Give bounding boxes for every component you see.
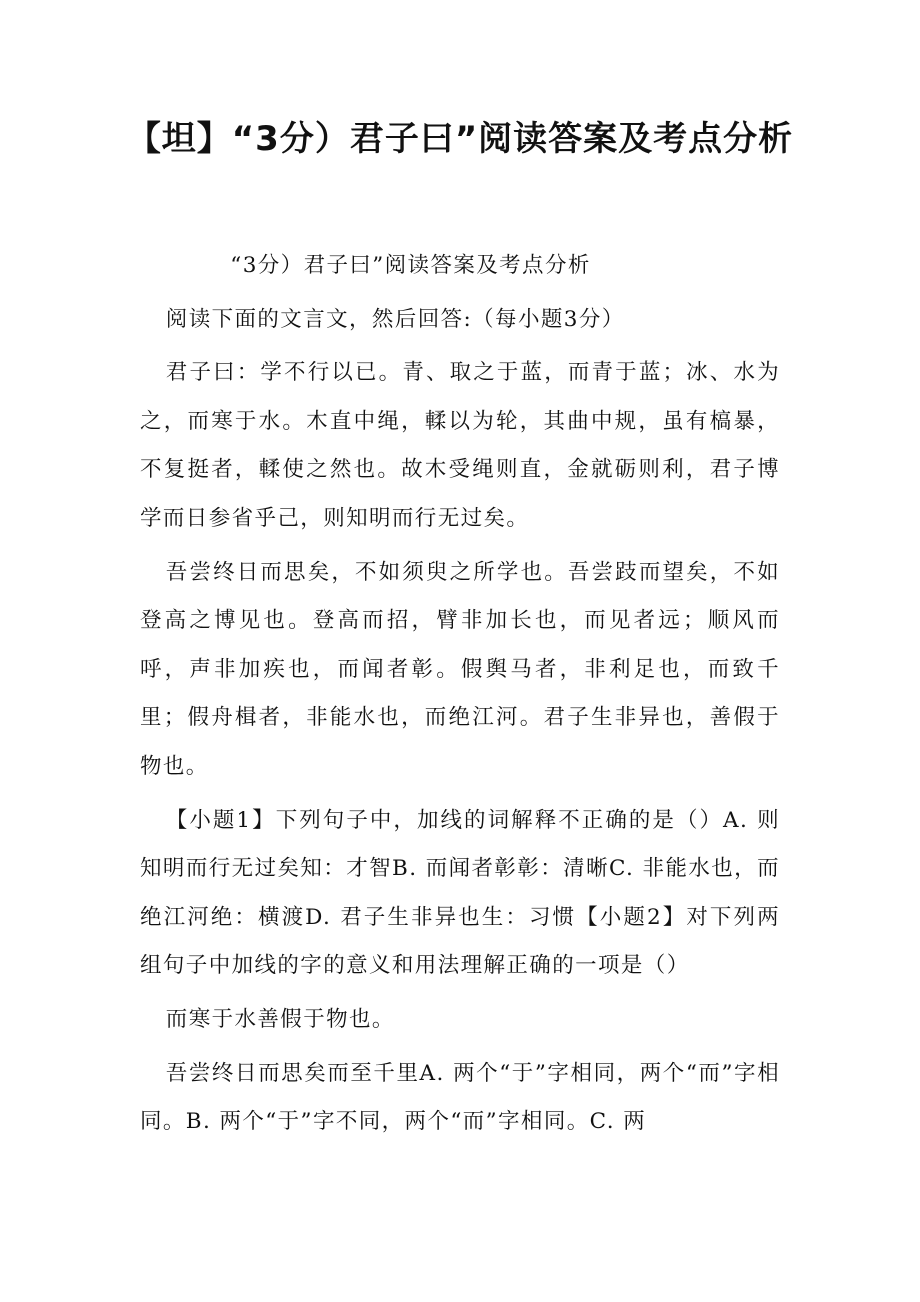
paragraph-passage-1: 君子曰：学不行以已。青、取之于蓝，而青于蓝；冰、水为之，而寒于水。木直中绳，輮以为轮，其曲中规，虽有槁暴，不复挺者，輮使之然也。故木受绳则直，金就砺则利，君子博学而日参省乎己，则知明而行无过矣。: [140, 360, 780, 531]
paragraph-question-1: 【小题1】下列句子中，加线的词解释不正确的是（）A. 则知明而行无过矣知：才智B. 而闻者彰彰：清晰C. 非能水也，而绝江河绝：横渡D. 君子生非异也生：习惯【小题2】对下列两组句子中加线的字的意义和用法理解正确的一项是（）: [140, 807, 780, 979]
paragraph-question-2-line-1: 而寒于水善假于物也。: [165, 1006, 395, 1032]
paragraph-passage-2: 吾尝终日而思矣，不如须臾之所学也。吾尝跂而望矣，不如登高之博见也。登高而招，臂非加长也，而见者远；顺风而呼，声非加疾也，而闻者彰。假舆马者，非利足也，而致千里；假舟楫者，非能水也，而绝江河。君子生非异也，善假于物也。: [140, 559, 780, 779]
paragraph-instructions: 阅读下面的文言文，然后回答:（每小题3分）: [165, 306, 625, 332]
paragraph-question-2-line-2: 吾尝终日而思矣而至千里A. 两个“于”字相同，两个“而”字相同。B. 两个“于”字不同，两个“而”字相同。C. 两: [140, 1060, 780, 1135]
document-body: [140, 242, 780, 1152]
document-subtitle: “3分）君子曰”阅读答案及考点分析: [230, 253, 591, 278]
document-title: 【坦】“3分）君子曰”阅读答案及考点分析: [126, 119, 794, 159]
